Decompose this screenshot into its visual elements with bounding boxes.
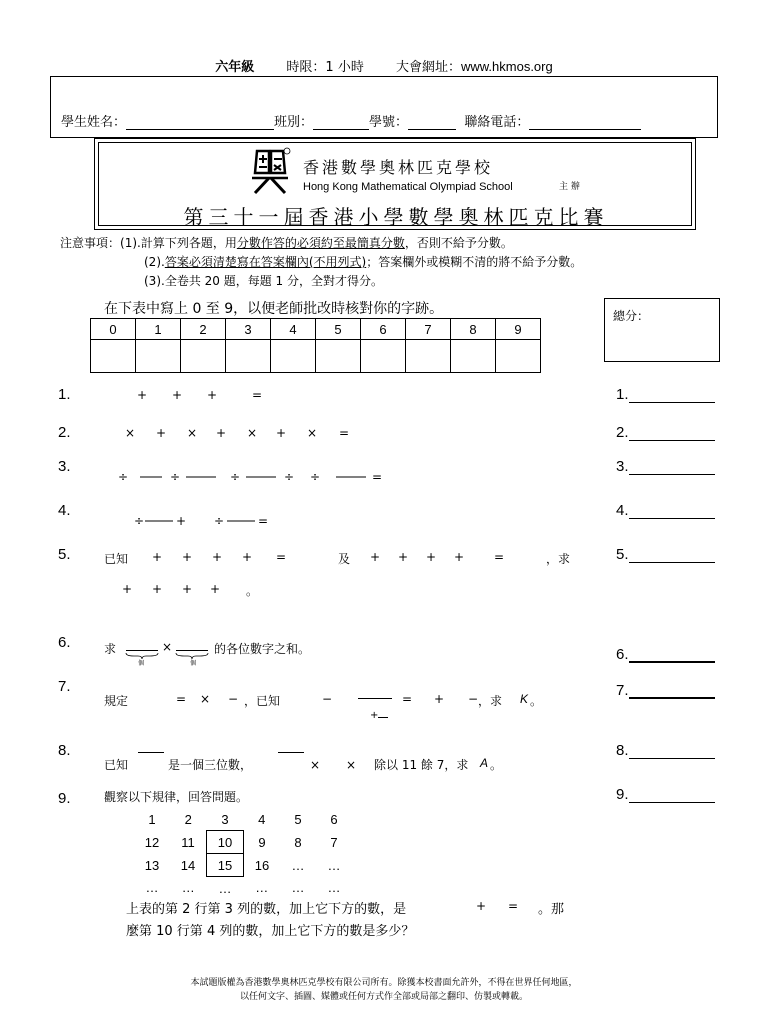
- digit-header-row: [91, 319, 541, 340]
- q7-minus-2: −: [322, 692, 333, 706]
- q8-post: 除以 11 餘 7，求: [374, 758, 469, 772]
- note-2-emphasis: 答案必須清楚寫在答案欄內(不用列式): [164, 255, 367, 269]
- q5-op: +: [398, 550, 409, 564]
- total-score-box[interactable]: [604, 298, 720, 362]
- phone-field[interactable]: [529, 115, 641, 130]
- school-logo-icon: [249, 147, 291, 197]
- q5-op: +: [426, 550, 437, 564]
- name-field[interactable]: [126, 115, 274, 130]
- digit-writing-row: [91, 340, 541, 373]
- organizer-label: 主 辦: [559, 182, 580, 192]
- q3-op: ÷: [284, 470, 295, 484]
- number-label: 學號：: [369, 115, 409, 130]
- q5-op: +: [212, 550, 223, 564]
- digit-writing-cell[interactable]: [91, 340, 136, 373]
- pattern-cell: 1: [148, 811, 156, 827]
- pattern-cell: …: [327, 880, 341, 896]
- q1-op: +: [207, 388, 218, 402]
- q7-eq: =: [176, 692, 187, 706]
- q7-var: K: [520, 692, 529, 706]
- q8-var: A: [480, 756, 489, 770]
- school-banner: [94, 138, 696, 230]
- q5-known: 已知: [104, 552, 129, 566]
- q2-op: ×: [307, 426, 318, 440]
- q3-op: ÷: [118, 470, 129, 484]
- q4-op: +: [176, 514, 187, 528]
- notes-label: 注意事項：: [60, 236, 121, 250]
- copyright-footer: [0, 976, 768, 1004]
- digit-cell: 9: [496, 319, 541, 340]
- name-label: 學生姓名：: [61, 115, 127, 130]
- digit-cell: 7: [406, 319, 451, 340]
- q3-op: ÷: [310, 470, 321, 484]
- q8-times: ×: [310, 758, 321, 772]
- q9-intro: 觀察以下規律，回答問題。: [104, 790, 249, 804]
- time-limit: 時限：1 小時: [286, 60, 364, 75]
- q4-number: 4.: [58, 502, 71, 519]
- q5-op: +: [182, 550, 193, 564]
- q5-answer-line[interactable]: [629, 548, 715, 563]
- q4-op: ÷: [214, 514, 225, 528]
- pattern-cell: 11: [181, 834, 195, 850]
- q6-sub-1: 個: [138, 660, 145, 667]
- digit-writing-cell[interactable]: [181, 340, 226, 373]
- instructions: [60, 234, 582, 291]
- q2-op: +: [276, 426, 287, 440]
- q7-minus-3: −: [468, 692, 479, 706]
- q9-pattern-table: [134, 808, 353, 899]
- q7-find: ，求: [478, 694, 503, 708]
- q9-plus: +: [476, 899, 487, 913]
- q5-end: 。: [246, 584, 259, 598]
- q2-number: 2.: [58, 424, 71, 441]
- q8-times-2: ×: [346, 758, 357, 772]
- q7-denom-plus: +: [370, 710, 379, 721]
- digit-cell: 1: [136, 319, 181, 340]
- q7-end: 。: [530, 694, 543, 708]
- pattern-cell-highlighted: 10: [207, 831, 244, 854]
- pattern-cell: 5: [294, 811, 302, 827]
- q3-fraction-bars: [140, 474, 370, 480]
- q6-blank-2: [176, 650, 208, 651]
- q4-answer: [616, 502, 715, 519]
- q9-text-1-end: 。那: [538, 902, 565, 917]
- grade-label: 六年級: [215, 60, 255, 75]
- student-info-box: [50, 76, 718, 138]
- q6-times: ×: [162, 640, 173, 654]
- banner-inner-frame: [98, 142, 692, 229]
- q4-answer-label: 4.: [616, 502, 629, 519]
- pattern-cell: 2: [184, 811, 192, 827]
- q9-answer-label: 9.: [616, 786, 629, 803]
- q1-answer-label: 1.: [616, 386, 629, 403]
- pattern-cell: 14: [180, 857, 196, 873]
- note-2-num: (2).: [144, 255, 165, 269]
- q5-op: +: [370, 550, 381, 564]
- q5-find: ，求: [546, 552, 571, 566]
- q8-number: 8.: [58, 742, 71, 759]
- q5-answer-label: 5.: [616, 546, 629, 563]
- pattern-cell: …: [327, 857, 341, 873]
- pattern-cell: …: [181, 880, 195, 896]
- q6-post: 的各位數字之和。: [214, 642, 311, 656]
- class-field[interactable]: [313, 115, 369, 130]
- q6-answer-label: 6.: [616, 646, 629, 663]
- digit-cell: 6: [361, 319, 406, 340]
- pattern-cell-highlighted: 15: [207, 854, 244, 877]
- q2-answer-line[interactable]: [629, 426, 715, 441]
- q1-number: 1.: [58, 386, 71, 403]
- q9-eq: =: [508, 899, 519, 913]
- q2-op: +: [216, 426, 227, 440]
- q1-op: +: [137, 388, 148, 402]
- q4-op: =: [258, 514, 269, 528]
- q7-minus: −: [228, 692, 239, 706]
- q7-answer-label: 7.: [616, 682, 629, 699]
- pattern-cell: 7: [330, 834, 338, 850]
- pattern-cell: 8: [294, 834, 302, 850]
- q5-answer: [616, 546, 715, 563]
- digit-writing-cell[interactable]: [406, 340, 451, 373]
- total-score-label: 總分：: [613, 309, 650, 323]
- q5-op: =: [276, 550, 287, 564]
- q2-answer-label: 2.: [616, 424, 629, 441]
- q6-answer: [616, 646, 715, 663]
- q7-plus: +: [434, 692, 445, 706]
- q1-op: =: [252, 388, 263, 402]
- q8-end: 。: [490, 758, 503, 772]
- q7-number: 7.: [58, 678, 71, 695]
- q9-answer-line[interactable]: [629, 788, 715, 803]
- pattern-cell: …: [291, 857, 305, 873]
- q5-op: +: [182, 582, 193, 596]
- digit-cell: 3: [226, 319, 271, 340]
- website: 大會網址：www.hkmos.org: [395, 59, 553, 74]
- school-name-chinese: 香港數學奧林匹克學校: [303, 158, 494, 177]
- q9-text-1: 上表的第 2 行第 3 列的數，加上它下方的數，是: [126, 902, 407, 917]
- digit-writing-cell[interactable]: [271, 340, 316, 373]
- q9-answer: [616, 786, 715, 803]
- class-label: 班別：: [274, 115, 314, 130]
- q5-op: +: [210, 582, 221, 596]
- pattern-cell: 6: [330, 811, 338, 827]
- digit-writing-cell[interactable]: [226, 340, 271, 373]
- pattern-cell: …: [291, 880, 305, 896]
- copyright-line-2: 以任何文字、插圖、媒體或任何方式作全部或局部之翻印、仿製或轉載。: [239, 992, 528, 1002]
- q1-op: +: [172, 388, 183, 402]
- q7-fraction-bar: [358, 698, 392, 699]
- q1-answer: [616, 386, 715, 403]
- q8-mid: 是一個三位數，: [168, 758, 253, 772]
- q8-pre: 已知: [104, 758, 129, 772]
- q3-answer-line[interactable]: [629, 460, 715, 475]
- q2-op: =: [339, 426, 350, 440]
- q7-eq-2: =: [402, 692, 413, 706]
- q3-op: =: [372, 470, 383, 484]
- digit-cell: 2: [181, 319, 226, 340]
- q2-op: ×: [187, 426, 198, 440]
- q7-pre: 規定: [104, 694, 129, 708]
- note-3: (3).全卷共 20 題，每題 1 分，全對才得分。: [144, 274, 383, 288]
- pattern-row: [134, 808, 352, 831]
- copyright-line-1: 本試題版權為香港數學奧林匹克學校有限公司所有。除獲本校書面允許外，不得在世界任何地區，: [190, 978, 578, 988]
- school-name-english: Hong Kong Mathematical Olympiad School: [303, 181, 513, 193]
- q4-fraction-bars: [145, 518, 265, 524]
- q6-blank-1: [126, 650, 158, 651]
- note-2-tail: ；答案欄外或模糊不清的將不給予分數。: [366, 255, 583, 269]
- pattern-row: [134, 854, 352, 877]
- q9-text-2: 麼第 10 行第 4 列的數，加上它下方的數是多少？: [126, 924, 415, 939]
- note-1: [60, 234, 582, 253]
- student-info-line: [61, 111, 641, 130]
- q7-denom-bar: [378, 717, 388, 718]
- q7-answer: [616, 682, 715, 699]
- q5-op: +: [152, 582, 163, 596]
- q6-answer-line[interactable]: [629, 647, 715, 663]
- q2-op: +: [156, 426, 167, 440]
- digit-practice-caption: 在下表中寫上 0 至 9，以便老師批改時核對你的字跡。: [104, 301, 444, 317]
- pattern-cell: 13: [144, 857, 160, 873]
- pattern-cell: …: [255, 880, 269, 896]
- note-2: [60, 253, 582, 272]
- q4-op: ÷: [134, 514, 145, 528]
- q7-answer-line[interactable]: [629, 683, 715, 699]
- q8-answer-line[interactable]: [629, 744, 715, 759]
- q3-op: ÷: [230, 470, 241, 484]
- q2-op: ×: [247, 426, 258, 440]
- q5-op: +: [454, 550, 465, 564]
- note-1-tail: ，否則不給予分數。: [404, 236, 513, 250]
- digit-writing-cell[interactable]: [316, 340, 361, 373]
- q5-op: +: [152, 550, 163, 564]
- phone-label: 聯絡電話：: [464, 115, 530, 130]
- digit-cell: 8: [451, 319, 496, 340]
- pattern-cell: 16: [254, 857, 270, 873]
- note-1-emphasis: 分數作答的必須約至最簡真分數: [236, 236, 405, 250]
- digit-writing-cell[interactable]: [496, 340, 541, 373]
- pattern-cell: 9: [258, 834, 266, 850]
- q6-pre: 求: [104, 642, 117, 656]
- q5-number: 5.: [58, 546, 71, 563]
- q8-answer: [616, 742, 715, 759]
- q6-number: 6.: [58, 634, 71, 651]
- q6-sub-2: 個: [190, 660, 197, 667]
- q7-known: ，已知: [244, 694, 281, 708]
- pattern-cell: 12: [144, 834, 160, 850]
- q5-op: =: [494, 550, 505, 564]
- q4-answer-line[interactable]: [629, 504, 715, 519]
- pattern-row: [134, 877, 352, 900]
- q5-and: 及: [338, 552, 351, 566]
- pattern-cell: 3: [221, 811, 229, 827]
- pattern-cell: …: [218, 880, 232, 896]
- pattern-cell: …: [145, 880, 159, 896]
- digit-cell: 5: [316, 319, 361, 340]
- digit-practice-table: [90, 318, 541, 373]
- q5-op: +: [122, 582, 133, 596]
- q2-answer: [616, 424, 715, 441]
- q5-op: +: [242, 550, 253, 564]
- digit-writing-cell[interactable]: [136, 340, 181, 373]
- q3-number: 3.: [58, 458, 71, 475]
- note-1-text: (1).計算下列各題，用: [120, 236, 237, 250]
- q3-answer-label: 3.: [616, 458, 629, 475]
- q8-answer-label: 8.: [616, 742, 629, 759]
- digit-writing-cell[interactable]: [361, 340, 406, 373]
- q7-times: ×: [200, 692, 211, 706]
- q2-op: ×: [125, 426, 136, 440]
- number-field[interactable]: [408, 115, 456, 130]
- q1-answer-line[interactable]: [629, 388, 715, 403]
- q3-answer: [616, 458, 715, 475]
- digit-cell: 4: [271, 319, 316, 340]
- digit-writing-cell[interactable]: [451, 340, 496, 373]
- exam-header: [0, 56, 768, 75]
- q3-op: ÷: [170, 470, 181, 484]
- digit-cell: 0: [91, 319, 136, 340]
- pattern-cell: 4: [258, 811, 266, 827]
- q8-overline-1: [138, 752, 164, 753]
- q8-overline-2: [278, 752, 304, 753]
- contest-title: 第三十一屆香港小學數學奧林匹克比賽: [183, 205, 609, 229]
- q9-number: 9.: [58, 790, 71, 807]
- pattern-row: [134, 831, 352, 854]
